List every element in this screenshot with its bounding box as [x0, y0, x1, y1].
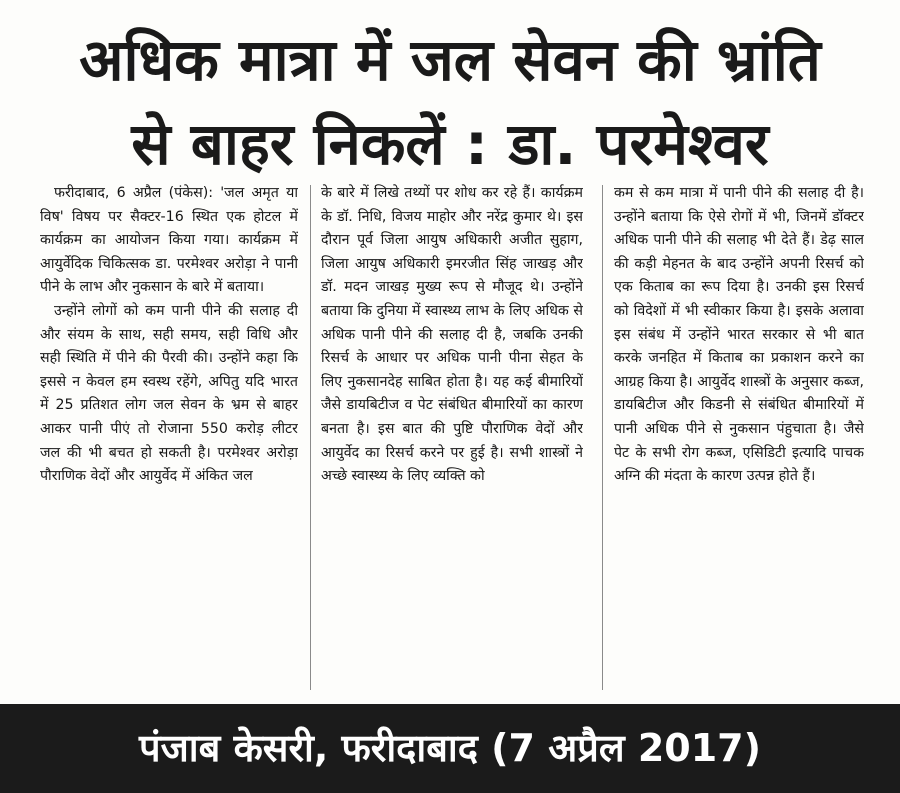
column-1-paragraph-2: उन्होंने लोगों को कम पानी पीने की सलाह दी और संयम के साथ, सही समय, सही विधि और सही स्थिति में पीने की पैरवी की। उन्होंने कहा कि इससे न केवल हम स्वस्थ रहेंगे, अपितु यदि भारत में 25 प्रतिशत लोग जल सेवन के भ्रम से बाहर आकर पानी पीएं तो रोजाना 550 करोड़ लीटर जल की भी बचत हो सकती है। परमेश्वर अरोड़ा पौराणिक वेदों और आयुर्वेद में अंकित जल	[40, 302, 298, 485]
source-footer	[0, 704, 900, 793]
article-column-1	[40, 182, 298, 687]
source-caption: पंजाब केसरी, फरीदाबाद (7 अप्रैल 2017)	[139, 726, 761, 770]
headline-line-1: अधिक मात्रा में जल सेवन की भ्रांति	[79, 26, 821, 94]
column-3-paragraph-1: कम से कम मात्रा में पानी पीने की सलाह दी है। उन्होंने बताया कि ऐसे रोगों में भी, जिनमें डॉक्टर अधिक पानी पीने की सलाह भी देते हैं। डेढ़ साल की कड़ी मेहनत के बाद उन्होंने अपनी रिसर्च को एक किताब का रूप दिया है। उनकी इस रिसर्च को विदेशों में भी स्वीकार किया है। इसके अलावा इस संबंध में उन्होंने भारत सरकार से भी बात करके जनहित में किताब का प्रकाशन करने का आग्रह किया है। आयुर्वेद शास्त्रों के अनुसार कब्ज, डायबिटीज और किडनी से संबंधित बीमारियों में पानी अधिक पीने से नुकसान पंहुचाता है। जैसे पेट के सभी रोग कब्ज, एसिडिटी इत्यादि पाचक अग्नि की मंदता के कारण उत्पन्न होते हैं।	[614, 185, 864, 485]
article-column-3	[614, 182, 864, 687]
column-2-paragraph-1: के बारे में लिखे तथ्यों पर शोध कर रहे हैं। कार्यक्रम के डॉ. निधि, विजय माहोर और नरेंद्र कुमार थे। इस दौरान पूर्व जिला आयुष अधिकारी अजीत सुहाग, जिला आयुष अधिकारी इमरजीत सिंह जाखड़ और डॉ. मदन जाखड़ मुख्य रूप से मौजूद थे। उन्होंने बताया कि दुनिया में स्वास्थ्य लाभ के लिए अधिक से अधिक पानी पीने की सलाह दी है, जबकि उनकी रिसर्च के आधार पर अधिक पानी पीना सेहत के लिए नुकसानदेह साबित होता है। यह कई बीमारियों जैसे डायबिटीज व पेट संबंधित बीमारियों का कारण बनता है। इस बात की पुष्टि पौराणिक वेदों और आयुर्वेद का रिसर्च करने पर हुई है। सभी शास्त्रों ने अच्छे स्वास्थ्य के लिए व्यक्ति को	[321, 185, 583, 485]
article-column-2	[321, 182, 583, 687]
article-body	[40, 182, 864, 687]
column-1-paragraph-1: फरीदाबाद, 6 अप्रैल (पंकेस): 'जल अमृत या विष' विषय पर सैक्टर-16 स्थित एक होटल में कार्यक्रम का आयोजन किया गया। कार्यक्रम में आयुर्वेदिक चिकित्सक डा. परमेश्वर अरोड़ा ने पानी पीने के लाभ और नुकसान के बारे में बताया।	[40, 185, 298, 296]
headline-line-2: से बाहर निकलें : डा. परमेश्वर	[131, 110, 769, 178]
